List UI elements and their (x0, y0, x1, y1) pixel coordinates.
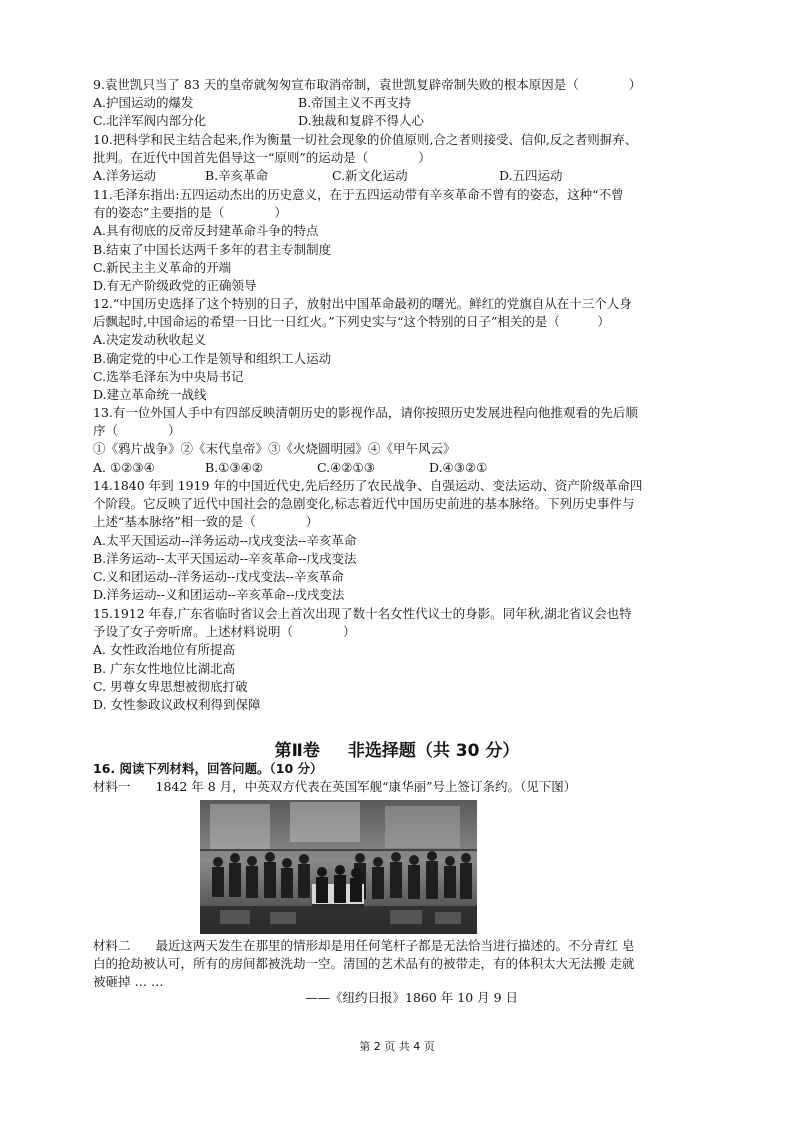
option-c: C.义和团运动--洋务运动--戊戌变法--辛亥革命 (93, 568, 344, 584)
option-d: D. 女性参政议政权利得到保障 (93, 696, 261, 712)
question-13 (93, 404, 713, 477)
question-stem: 16. 阅读下列材料，回答问题。（10 分） (93, 761, 323, 776)
work-list: ①《鸦片战争》②《末代皇帝》③《火烧圆明园》④《甲午风云》 (93, 441, 456, 457)
option-b: B.帝国主义不再支持 (298, 95, 412, 111)
option-d: D.五四运动 (499, 168, 563, 184)
material-2-line: 白的抢劫被认可，所有的房间都被洗劫一空。清国的艺术品有的被带走，有的体积太大无法搬 走就 (93, 956, 635, 972)
option-a: A.护国运动的爆发 (93, 95, 194, 111)
material-2 (93, 937, 713, 992)
option-b: B.确定党的中心工作是领导和组织工人运动 (93, 350, 332, 366)
option-c: C.选举毛泽东为中央局书记 (93, 368, 244, 384)
section-title (0, 736, 794, 761)
question-stem: 12.“中国历史选择了这个特别的日子，放射出中国革命最初的曙光。鲜红的党旗自从在十三个人身 (93, 296, 632, 311)
option-a: A. 女性政治地位有所提高 (93, 642, 235, 658)
question-stem: 个阶段。它反映了近代中国社会的急剧变化,标志着近代中国历史前进的基本脉络。下列历史事件与 (93, 496, 635, 512)
question-14 (93, 477, 713, 604)
question-stem: 15.1912 年春,广东省临时省议会上首次出现了数十名女性代议士的身影。同年秋,湖北省议会也特 (93, 606, 632, 621)
treaty-signing-photo (200, 800, 477, 934)
question-stem: 后飘起时,中国命运的希望一日比一日红火。”下列史实与“这个特别的日子”相关的是（ ） (93, 314, 610, 330)
question-stem: 予设了女子旁听席。上述材料说明（ ） (93, 624, 356, 640)
option-b: B.洋务运动--太平天国运动--辛亥革命--戊戌变法 (93, 550, 357, 566)
page-footer: 第 2 页 共 4 页 (359, 1040, 435, 1053)
question-11 (93, 186, 713, 295)
material-1: 材料一 1842 年 8 月，中英双方代表在英国军舰“康华丽”号上签订条约。（见下图） (93, 779, 577, 795)
option-c: C. 男尊女卑思想被彻底打破 (93, 678, 248, 694)
option-c: C.北洋军阀内部分化 (93, 113, 207, 129)
option-d: D.有无产阶级政党的正确领导 (93, 277, 257, 293)
option-c: C.④②①③ (317, 459, 375, 475)
question-9 (93, 76, 713, 131)
question-15 (93, 605, 713, 714)
option-a: A.太平天国运动--洋务运动--戊戌变法--辛亥革命 (93, 532, 357, 548)
option-a: A.具有彻底的反帝反封建革命斗争的特点 (93, 223, 319, 239)
question-stem: 14.1840 年到 1919 年的中国近代史,先后经历了农民战争、自强运动、变法运动、资产阶级革命四 (93, 478, 643, 493)
question-stem: 序（ ） (93, 423, 181, 439)
material-source: ——《纽约日报》1860 年 10 月 9 日 (305, 990, 519, 1005)
question-10 (93, 131, 713, 186)
question-stem: 10.把科学和民主结合起来,作为衡量一切社会现象的价值原则,合之者则接受、信仰,反之者则摒弃、 (93, 132, 638, 147)
option-a: A. ①②③④ (93, 459, 155, 475)
option-d: D.建立革命统一战线 (93, 386, 207, 402)
option-b: B. 广东女性地位比湖北高 (93, 660, 236, 676)
option-c: C.新文化运动 (332, 168, 408, 184)
question-stem: 批判。在近代中国首先倡导这一“原则”的运动是（ ） (93, 150, 431, 166)
option-b: B.辛亥革命 (205, 168, 269, 184)
question-stem: 有的姿态”主要指的是（ ） (93, 205, 287, 221)
option-a: A.决定发动秋收起义 (93, 332, 207, 348)
material-2-line: 材料二 最近这两天发生在那里的情形却是用任何笔杆子都是无法恰当进行描述的。不分青红 皂 (93, 938, 635, 953)
option-c: C.新民主主义革命的开端 (93, 259, 232, 275)
question-stem: 11.毛泽东指出:五四运动杰出的历史意义，在于五四运动带有辛亥革命不曾有的姿态，这种“不曾 (93, 187, 624, 202)
question-stem: 上述“基本脉络”相一致的是（ ） (93, 514, 319, 530)
option-d: D.④③②① (429, 459, 488, 475)
question-16 (93, 760, 713, 796)
option-d: D.独裁和复辟不得人心 (298, 113, 425, 129)
option-b: B.①③④② (205, 459, 263, 475)
option-a: A.洋务运动 (93, 168, 157, 184)
section-heading: 非选择题（共 30 分） (347, 741, 520, 761)
option-b: B.结束了中国长达两千多年的君主专制制度 (93, 241, 332, 257)
material-2-line: 被砸掉 … … (93, 974, 164, 990)
question-stem: 9.袁世凯只当了 83 天的皇帝就匆匆宣布取消帝制，袁世凯复辟帝制失败的根本原因是（ ） (93, 77, 642, 92)
question-12 (93, 295, 713, 404)
question-stem: 13.有一位外国人手中有四部反映清朝历史的影视作品，请你按照历史发展进程向他推观看的先后顺 (93, 405, 638, 420)
option-d: D.洋务运动--义和团运动--辛亥革命--戊戌变法 (93, 587, 345, 603)
section-part: 第Ⅱ卷 (274, 741, 320, 761)
